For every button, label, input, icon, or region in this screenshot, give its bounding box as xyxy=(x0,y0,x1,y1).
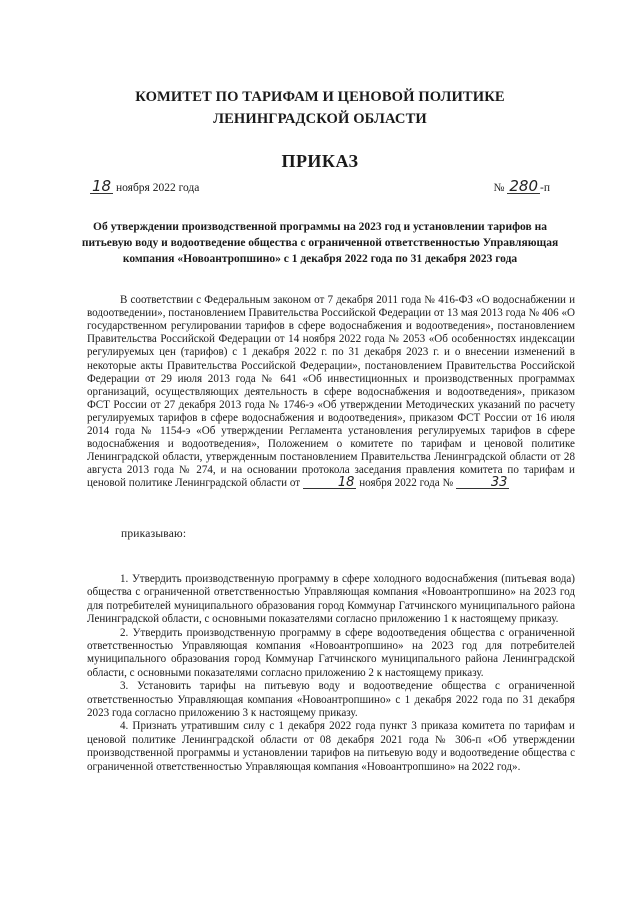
preamble-text: В соответствии с Федеральным законом от 7 декабря 2011 года № 416-ФЗ «О водоснабжении и водоотведении», постановлением Правительства Российской Федерации от 13 мая 2013 года № 406 «О государственном регулировании тарифов в сфере водоснабжения и водоотведения», постановлением Правительства Российской Федерации от 14 ноября 2022 года № 2053 «Об особенностях индексации регулируемых цен (тарифов) с 1 декабря 2022 г. по 31 декабря 2023 г. и о внесении изменений в некоторые акты Правительства Российской Федерации», постановлением Правительства Российской Федерации от 29 июля 2013 года № 641 «Об инвестиционных и производственных программах организаций, осуществляющих деятельность в сфере водоснабжения и водоотведения», приказом ФСТ России от 27 декабря 2013 года № 1746-э «Об утверждении Методических указаний по расчету регулируемых тарифов в сфере водоснабжения и водоотведения», приказом ФСТ России от 16 июля 2014 года № 1154-э «Об утверждении Регламента установления регулируемых тарифов в сфере водоснабжения и водоотведения», Положением о комитете по тарифам и ценовой политике Ленинградской области, утвержденным постановлением Правительства Ленинградской области от 28 августа 2013 года № 274, и на основании протокола заседания правления комитета по тарифам и ценовой политике Ленинградской области от xyxy=(87,294,575,490)
handwritten-order-number: 280 xyxy=(509,177,539,195)
order-item-3: 3. Установить тарифы на питьевую воду и водоотведение общества с ограниченной ответственностью Управляющая компания «Новоантропшино» с 1 декабря 2022 года по 31 декабря 2023 года согласно приложению 3 к настоящему приказу. xyxy=(87,680,575,720)
order-word: приказываю: xyxy=(121,528,187,540)
order-items-list xyxy=(87,573,575,774)
handwritten-protocol-day: 18 xyxy=(303,477,357,489)
issuing-authority xyxy=(0,86,640,130)
issuing-authority-line-1: КОМИТЕТ ПО ТАРИФАМ И ЦЕНОВОЙ ПОЛИТИКЕ xyxy=(135,89,505,105)
order-number-prefix: № xyxy=(493,182,508,194)
order-item-4: 4. Признать утратившим силу с 1 декабря 2022 года пункт 3 приказа комитета по тарифам и ценовой политике Ленинградской области от 08 декабря 2021 года № 306-п «Об утверждении производственной программы и установлении тарифов на питьевую воду и водоотведение общества с ограниченной ответственностью Управляющая компания «Новоантропшино» на 2022 год». xyxy=(87,720,575,773)
handwritten-protocol-number: 33 xyxy=(456,477,510,489)
handwritten-date-day: 18 xyxy=(92,177,112,195)
order-item-1: 1. Утвердить производственную программу в сфере холодного водоснабжения (питьевая вода) общества с ограниченной ответственностью Управляющая компания «Новоантропшино» на 2023 год для потребителей муниципального образования город Коммунар Гатчинского муниципального района Ленинградской области, с основными показателями согласно приложению 1 к настоящему приказу. xyxy=(87,573,575,626)
preamble-protocol-text: ноября 2022 года № xyxy=(356,477,456,490)
order-date-text: ноября 2022 года xyxy=(113,182,200,194)
order-date xyxy=(90,177,200,195)
order-item-2: 2. Утвердить производственную программу в сфере водоотведения общества с ограниченной ответственностью Управляющая компания «Новоантропшино» на 2023 год для потребителей муниципального образования город Коммунар Гатчинского муниципального района Ленинградской области, с основными показателями согласно приложению 2 к настоящему приказу. xyxy=(87,626,575,679)
document-type-title: ПРИКАЗ xyxy=(281,151,359,171)
order-subject-heading: Об утверждении производственной программы на 2023 год и установлении тарифов на питьевую воду и водоотведение общества с ограниченной ответственностью Управляющая компания «Новоантропшино» с 1 декабря 2022 года по 31 декабря 2023 года xyxy=(81,221,559,265)
issuing-authority-line-2: ЛЕНИНГРАДСКОЙ ОБЛАСТИ xyxy=(213,111,427,127)
order-number xyxy=(493,177,550,195)
order-number-suffix: -п xyxy=(540,182,550,194)
preamble-paragraph xyxy=(87,294,575,490)
